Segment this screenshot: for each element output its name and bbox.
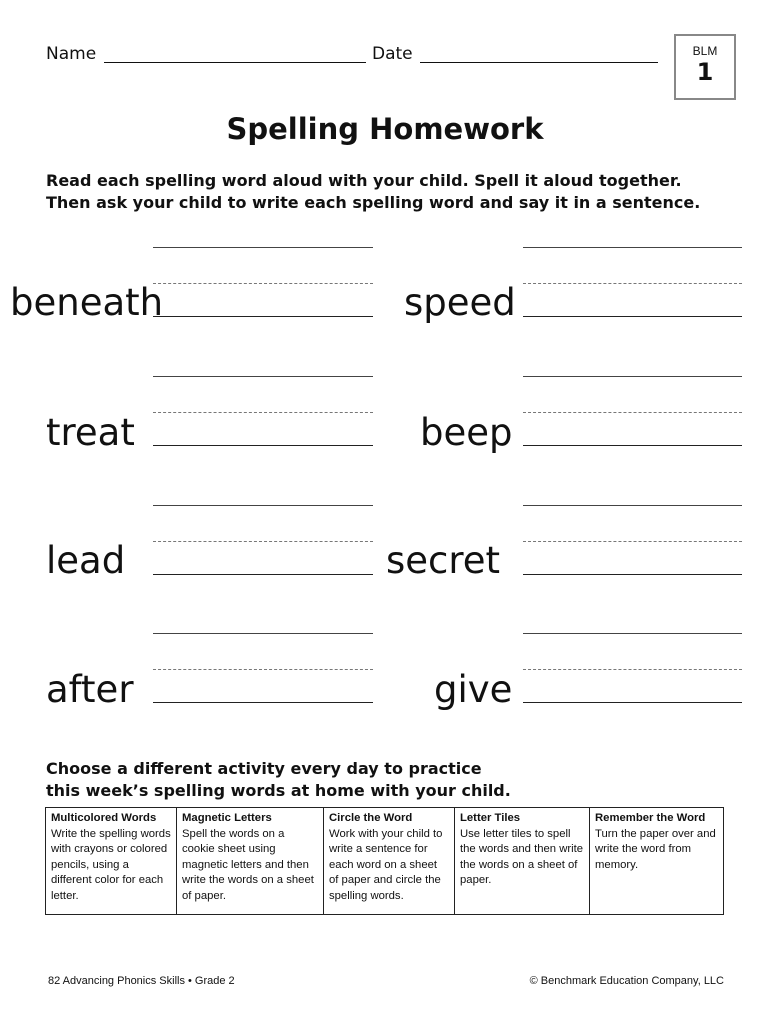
activity-heading-line: Choose a different activity every day to practice bbox=[46, 759, 482, 778]
spelling-word-left: treat bbox=[46, 411, 135, 454]
instruction-line: Read each spelling word aloud with your child. Spell it aloud together. bbox=[46, 171, 682, 190]
activity-cell bbox=[177, 808, 324, 915]
spelling-word-left: lead bbox=[46, 539, 126, 582]
writing-top-line[interactable] bbox=[153, 247, 373, 248]
footer-page-info: 82 Advancing Phonics Skills • Grade 2 bbox=[48, 975, 235, 987]
spelling-word-left: after bbox=[46, 668, 134, 711]
writing-mid-line[interactable] bbox=[153, 412, 373, 413]
activity-text: Turn the paper over and write the word from memory. bbox=[595, 827, 716, 871]
spelling-word-right: secret bbox=[386, 539, 501, 582]
footer-copyright: © Benchmark Education Company, LLC bbox=[529, 975, 724, 987]
spelling-word-left: beneath bbox=[10, 281, 164, 324]
writing-mid-line[interactable] bbox=[153, 283, 373, 284]
activity-text: Work with your child to write a sentence for each word on a sheet of paper and circle the spelling words. bbox=[329, 827, 443, 902]
activity-title: Remember the Word bbox=[595, 812, 706, 824]
table-row bbox=[46, 808, 724, 915]
activity-cell bbox=[324, 808, 455, 915]
activity-title: Circle the Word bbox=[329, 812, 413, 824]
blm-badge bbox=[674, 34, 736, 100]
activity-heading-line: this week’s spelling words at home with your child. bbox=[46, 781, 511, 800]
writing-base-line[interactable] bbox=[523, 574, 742, 575]
writing-mid-line[interactable] bbox=[153, 669, 373, 670]
activity-title: Letter Tiles bbox=[460, 812, 521, 824]
writing-base-line[interactable] bbox=[523, 445, 742, 446]
page-title: Spelling Homework bbox=[226, 112, 544, 146]
spelling-word-right: speed bbox=[404, 281, 516, 324]
date-blank[interactable] bbox=[420, 62, 658, 63]
writing-top-line[interactable] bbox=[523, 633, 742, 634]
activity-cell bbox=[590, 808, 724, 915]
writing-top-line[interactable] bbox=[523, 247, 742, 248]
writing-base-line[interactable] bbox=[153, 702, 373, 703]
writing-top-line[interactable] bbox=[523, 376, 742, 377]
activity-text: Use letter tiles to spell the words and then write the words on a sheet of paper. bbox=[460, 827, 584, 886]
spelling-word-right: give bbox=[434, 668, 513, 711]
writing-base-line[interactable] bbox=[153, 316, 373, 317]
instructions bbox=[46, 170, 700, 214]
activity-cell bbox=[46, 808, 177, 915]
activity-title: Multicolored Words bbox=[51, 812, 157, 824]
blm-number: 1 bbox=[696, 58, 714, 86]
writing-base-line[interactable] bbox=[153, 574, 373, 575]
writing-mid-line[interactable] bbox=[523, 541, 742, 542]
writing-top-line[interactable] bbox=[523, 505, 742, 506]
writing-mid-line[interactable] bbox=[153, 541, 373, 542]
activity-cell bbox=[455, 808, 590, 915]
activity-heading bbox=[46, 758, 511, 802]
writing-mid-line[interactable] bbox=[523, 412, 742, 413]
blm-label: BLM bbox=[692, 44, 718, 58]
writing-top-line[interactable] bbox=[153, 505, 373, 506]
writing-mid-line[interactable] bbox=[523, 283, 742, 284]
writing-top-line[interactable] bbox=[153, 633, 373, 634]
spelling-word-right: beep bbox=[420, 411, 513, 454]
date-label: Date bbox=[372, 44, 413, 64]
name-label: Name bbox=[46, 44, 97, 64]
writing-base-line[interactable] bbox=[523, 316, 742, 317]
activity-text: Spell the words on a cookie sheet using magnetic letters and then write the words on a sheet of paper. bbox=[182, 827, 314, 902]
name-blank[interactable] bbox=[104, 62, 366, 63]
activity-title: Magnetic Letters bbox=[182, 812, 272, 824]
activities-table bbox=[45, 807, 724, 915]
instruction-line: Then ask your child to write each spelling word and say it in a sentence. bbox=[46, 193, 701, 212]
writing-top-line[interactable] bbox=[153, 376, 373, 377]
writing-base-line[interactable] bbox=[153, 445, 373, 446]
activity-text: Write the spelling words with crayons or colored pencils, using a different color for each letter. bbox=[51, 827, 171, 902]
writing-base-line[interactable] bbox=[523, 702, 742, 703]
writing-mid-line[interactable] bbox=[523, 669, 742, 670]
